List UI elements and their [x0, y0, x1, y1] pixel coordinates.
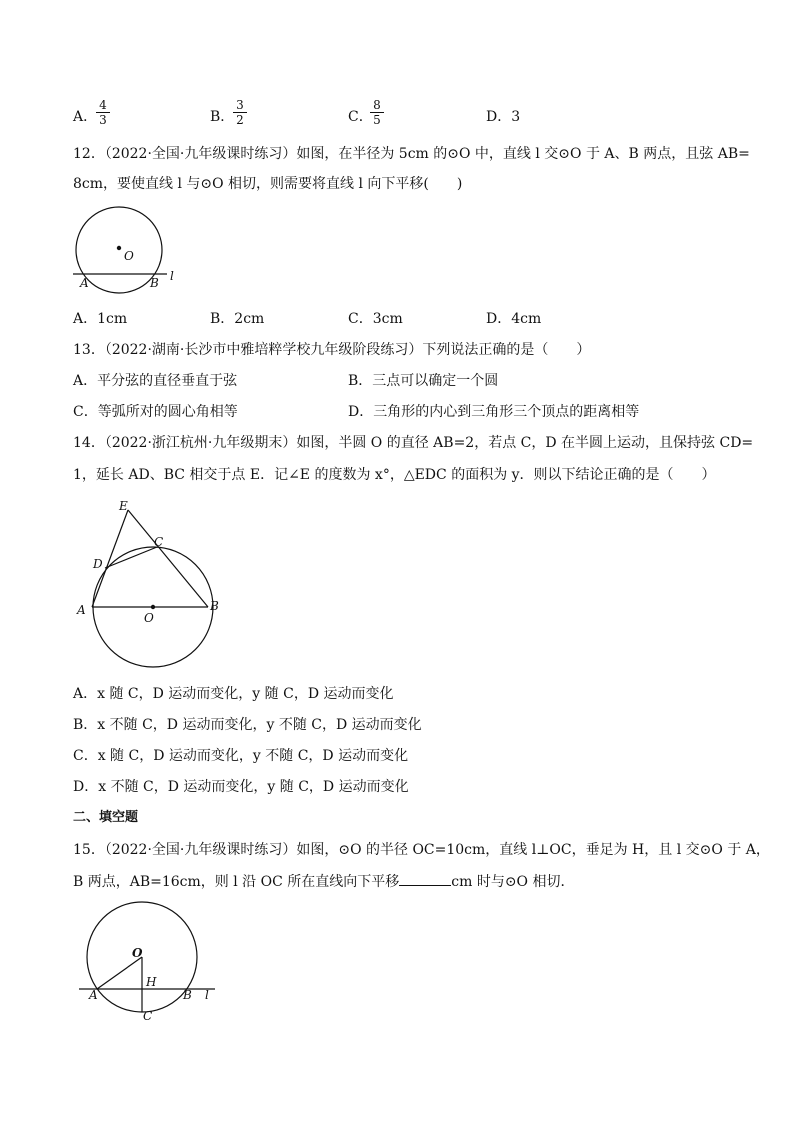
q12-center-dot — [117, 246, 121, 250]
q13-option-d: D．三角形的内心到三角形三个顶点的距离相等 — [348, 404, 640, 420]
q15-stem-line2-end: cm 时与⊙O 相切． — [451, 874, 575, 890]
q14-label-e: E — [119, 499, 128, 513]
q15-label-l: l — [205, 988, 209, 1002]
section-heading: 二、填空题 — [73, 810, 139, 825]
q15-label-b: B — [183, 988, 192, 1002]
numerator: 8 — [370, 98, 384, 113]
q13-option-a: A．平分弦的直径垂直于弦 — [73, 373, 238, 389]
q15-label-a: A — [89, 988, 98, 1002]
numerator: 3 — [233, 98, 247, 113]
q11-option-b-fraction — [233, 98, 247, 127]
q12-stem-line1: 12．（2022·全国·九年级课时练习）如图，在半径为 5cm 的⊙O 中，直线 l 交⊙O 于 A、B 两点，且弦 AB= — [73, 146, 750, 162]
q14-label-b: B — [210, 599, 219, 613]
q14-option-b: B．x 不随 C，D 运动而变化，y 不随 C，D 运动而变化 — [73, 717, 422, 733]
q11-option-b-label: B． — [210, 109, 235, 125]
q14-option-d: D．x 不随 C，D 运动而变化，y 随 C，D 运动而变化 — [73, 779, 409, 795]
q15-stem-line1: 15．（2022·全国·九年级课时练习）如图，⊙O 的半径 OC=10cm，直线 l⊥OC，垂足为 H，且 l 交⊙O 于 A， — [73, 842, 770, 858]
q15-answer-blank — [399, 871, 451, 886]
q11-option-d: D．3 — [486, 109, 521, 125]
q14-label-d: D — [93, 557, 103, 571]
denominator: 5 — [373, 113, 381, 127]
denominator: 2 — [236, 113, 244, 127]
q12-option-b: B．2cm — [210, 311, 265, 327]
q12-option-a: A．1cm — [73, 311, 128, 327]
q13-option-c: C．等弧所对的圆心角相等 — [73, 404, 238, 420]
q15-segment-oa — [97, 957, 142, 989]
q12-label-a: A — [80, 276, 89, 290]
q12-label-l: l — [170, 269, 174, 283]
q14-label-a: A — [77, 603, 86, 617]
q12-label-o: O — [124, 249, 134, 263]
q12-option-d: D．4cm — [486, 311, 542, 327]
q12-option-c: C．3cm — [348, 311, 403, 327]
q14-stem-line1: 14．（2022·浙江杭州·九年级期末）如图，半圆 O 的直径 AB=2，若点 C，D 在半圆上运动，且保持弦 CD= — [73, 435, 754, 451]
numerator: 4 — [96, 98, 110, 113]
q14-option-a: A．x 随 C，D 运动而变化，y 随 C，D 运动而变化 — [73, 686, 394, 702]
q14-center-dot — [151, 605, 155, 609]
q14-label-o: O — [144, 611, 154, 625]
q12-label-b: B — [150, 276, 159, 290]
q11-option-a-fraction — [96, 98, 110, 127]
q15-label-c: C — [143, 1009, 153, 1023]
q12-figure — [70, 208, 190, 298]
q14-stem-line2: 1，延长 AD、BC 相交于点 E．记∠E 的度数为 x°，△EDC 的面积为 y．则以下结论正确的是（ ） — [73, 467, 716, 483]
q13-option-b: B．三点可以确定一个圆 — [348, 373, 499, 389]
q12-stem-line2: 8cm，要使直线 l 与⊙O 相切，则需要将直线 l 向下平移( ) — [73, 176, 463, 192]
q15-stem-line2-start: B 两点，AB=16cm，则 l 沿 OC 所在直线向下平移 — [73, 874, 400, 890]
q15-figure — [75, 905, 225, 1025]
q11-option-c-fraction — [370, 98, 384, 127]
q15-label-h: H — [146, 975, 157, 989]
q14-label-c: C — [154, 535, 164, 549]
q11-option-c-label: C． — [348, 109, 373, 125]
q14-option-c: C．x 随 C，D 运动而变化，y 不随 C，D 运动而变化 — [73, 748, 409, 764]
denominator: 3 — [99, 113, 107, 127]
q14-figure — [70, 498, 230, 670]
q13-stem: 13．（2022·湖南·长沙市中雅培粹学校九年级阶段练习）下列说法正确的是（ ） — [73, 342, 591, 358]
q11-option-a-label: A． — [73, 109, 98, 125]
q14-segment-be — [128, 510, 208, 607]
q15-label-o: O — [132, 946, 143, 960]
q15-stem-line2 — [73, 871, 575, 892]
